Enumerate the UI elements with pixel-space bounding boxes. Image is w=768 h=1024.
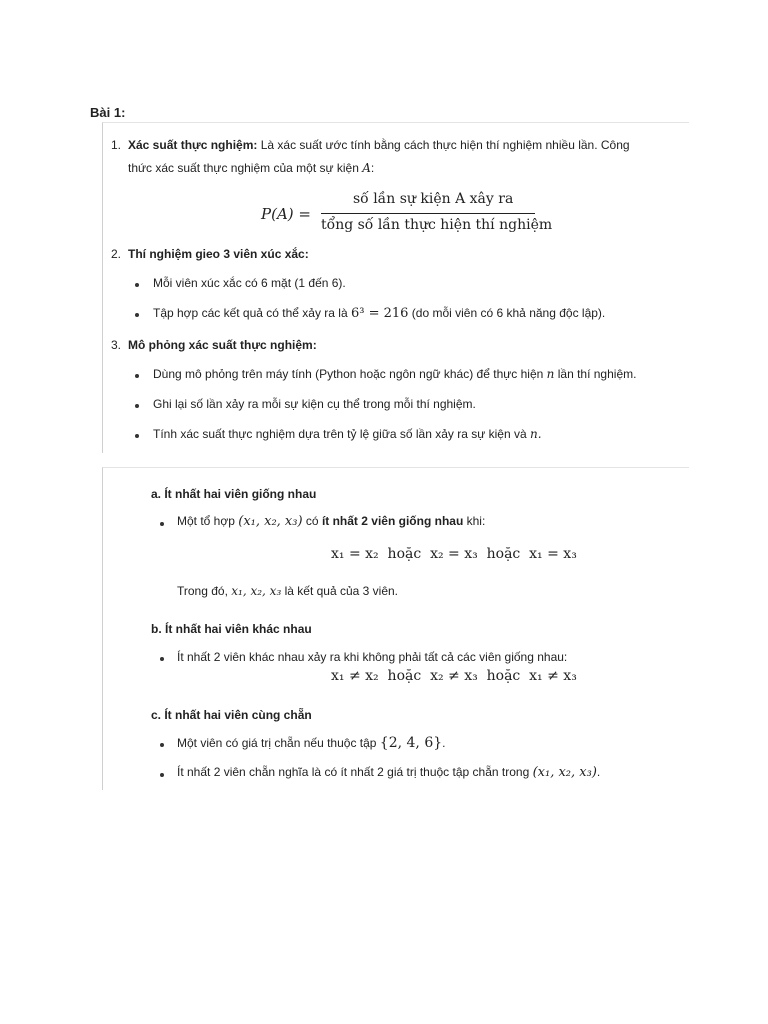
bullet-dot [135,283,139,287]
item2-bullet2-math: 6³ = 216 [351,306,409,321]
section-a-heading: a. Ít nhất hai viên giống nhau [151,487,317,501]
item1-heading: Xác suất thực nghiệm: [128,138,258,152]
section-c-bullet2-end: . [596,765,601,779]
section-a-bullet-pre: Một tổ hợp [177,514,235,528]
section-a-bullet-math: (x₁, x₂, x₃) [238,514,303,529]
section-a-bullet-bold: ít nhất 2 viên giống nhau [321,514,464,528]
formula-denominator: tổng số lần thực hiện thí nghiệm [321,217,553,233]
item1-line2 [128,161,374,175]
item2-bullet1: Mỗi viên xúc xắc có 6 mặt (1 đến 6). [153,276,346,290]
section-a-bullet-mid: có [305,514,319,528]
bullet-dot [135,434,139,438]
screenshot-panel-1 [102,122,689,453]
item3-bullet1 [153,367,636,381]
item2-heading: Thí nghiệm gieo 3 viên xúc xắc: [128,247,309,261]
section-c-bullet2 [177,765,600,780]
item-number: 1. [111,138,122,152]
section-a-bullet [177,514,485,529]
bullet-dot [135,374,139,378]
item2-bullet2 [153,306,605,321]
bullet-dot [160,743,164,747]
item3-bullet1-var: n [546,367,555,381]
fraction-bar [321,213,535,214]
item2-bullet2-text: Tập hợp các kết quả có thể xảy ra là [153,306,348,320]
item3-bullet3 [153,427,542,441]
item1-colon: : [370,161,375,175]
section-c-heading: c. Ít nhất hai viên cùng chẵn [151,708,312,722]
bullet-dot [160,657,164,661]
item3-bullet3-var: n. [529,427,542,441]
section-c-bullet2-pre: Ít nhất 2 viên chẵn nghĩa là có ít nhất 2 giá trị thuộc tập chẵn trong [177,765,530,779]
item-number: 3. [111,338,122,352]
section-c-bullet1 [177,735,445,751]
section-c-bullet1-math: {2, 4, 6} [379,735,443,751]
section-c-bullet1-pre: Một viên có giá trị chẵn nếu thuộc tập [177,736,377,750]
item3-bullet1-end: lần thí nghiệm. [557,367,637,381]
item1-text2: thức xác suất thực nghiệm của một sự kiện [128,161,359,175]
item2-bullet2-end: (do mỗi viên có 6 khả năng độc lập). [411,306,606,320]
formula-numerator: số lần sự kiện A xây ra [353,191,514,207]
section-b-heading: b. Ít nhất hai viên khác nhau [151,622,312,636]
item3-heading: Mô phỏng xác suất thực nghiệm: [128,338,317,352]
section-c-bullet2-math: (x₁, x₂, x₃) [532,765,597,780]
section-a-note-math: x₁, x₂, x₃ [231,584,282,598]
section-a-note [177,584,398,598]
item1-line [128,138,630,152]
item3-bullet3-text: Tính xác suất thực nghiệm dựa trên tỷ lệ giữa số lần xảy ra sự kiện và [153,427,527,441]
page-title: Bài 1: [90,105,126,120]
bullet-dot [135,313,139,317]
item-number: 2. [111,247,122,261]
section-c-bullet1-end: . [442,736,446,750]
item1-var: A [362,161,371,175]
bullet-dot [160,522,164,526]
section-a-bullet-end: khi: [466,514,486,528]
section-b-formula: x₁ ≠ x₂ hoặc x₂ ≠ x₃ hoặc x₁ ≠ x₃ [331,668,577,684]
section-b-bullet: Ít nhất 2 viên khác nhau xảy ra khi không phải tất cả các viên giống nhau: [177,650,568,664]
section-a-note-pre: Trong đó, [177,584,228,598]
section-a-formula: x₁ = x₂ hoặc x₂ = x₃ hoặc x₁ = x₃ [331,546,577,562]
section-a-note-end: là kết quả của 3 viên. [284,584,399,598]
bullet-dot [135,404,139,408]
bullet-dot [160,773,164,777]
item3-bullet2: Ghi lại số lần xảy ra mỗi sự kiện cụ thể trong mỗi thí nghiệm. [153,397,476,411]
item1-text: Là xác suất ước tính bằng cách thực hiện thí nghiệm nhiều lần. Công [260,138,630,152]
screenshot-panel-2 [102,467,689,790]
formula-lhs: P(A) = [261,205,311,223]
item3-bullet1-text: Dùng mô phỏng trên máy tính (Python hoặc ngôn ngữ khác) để thực hiện [153,367,544,381]
